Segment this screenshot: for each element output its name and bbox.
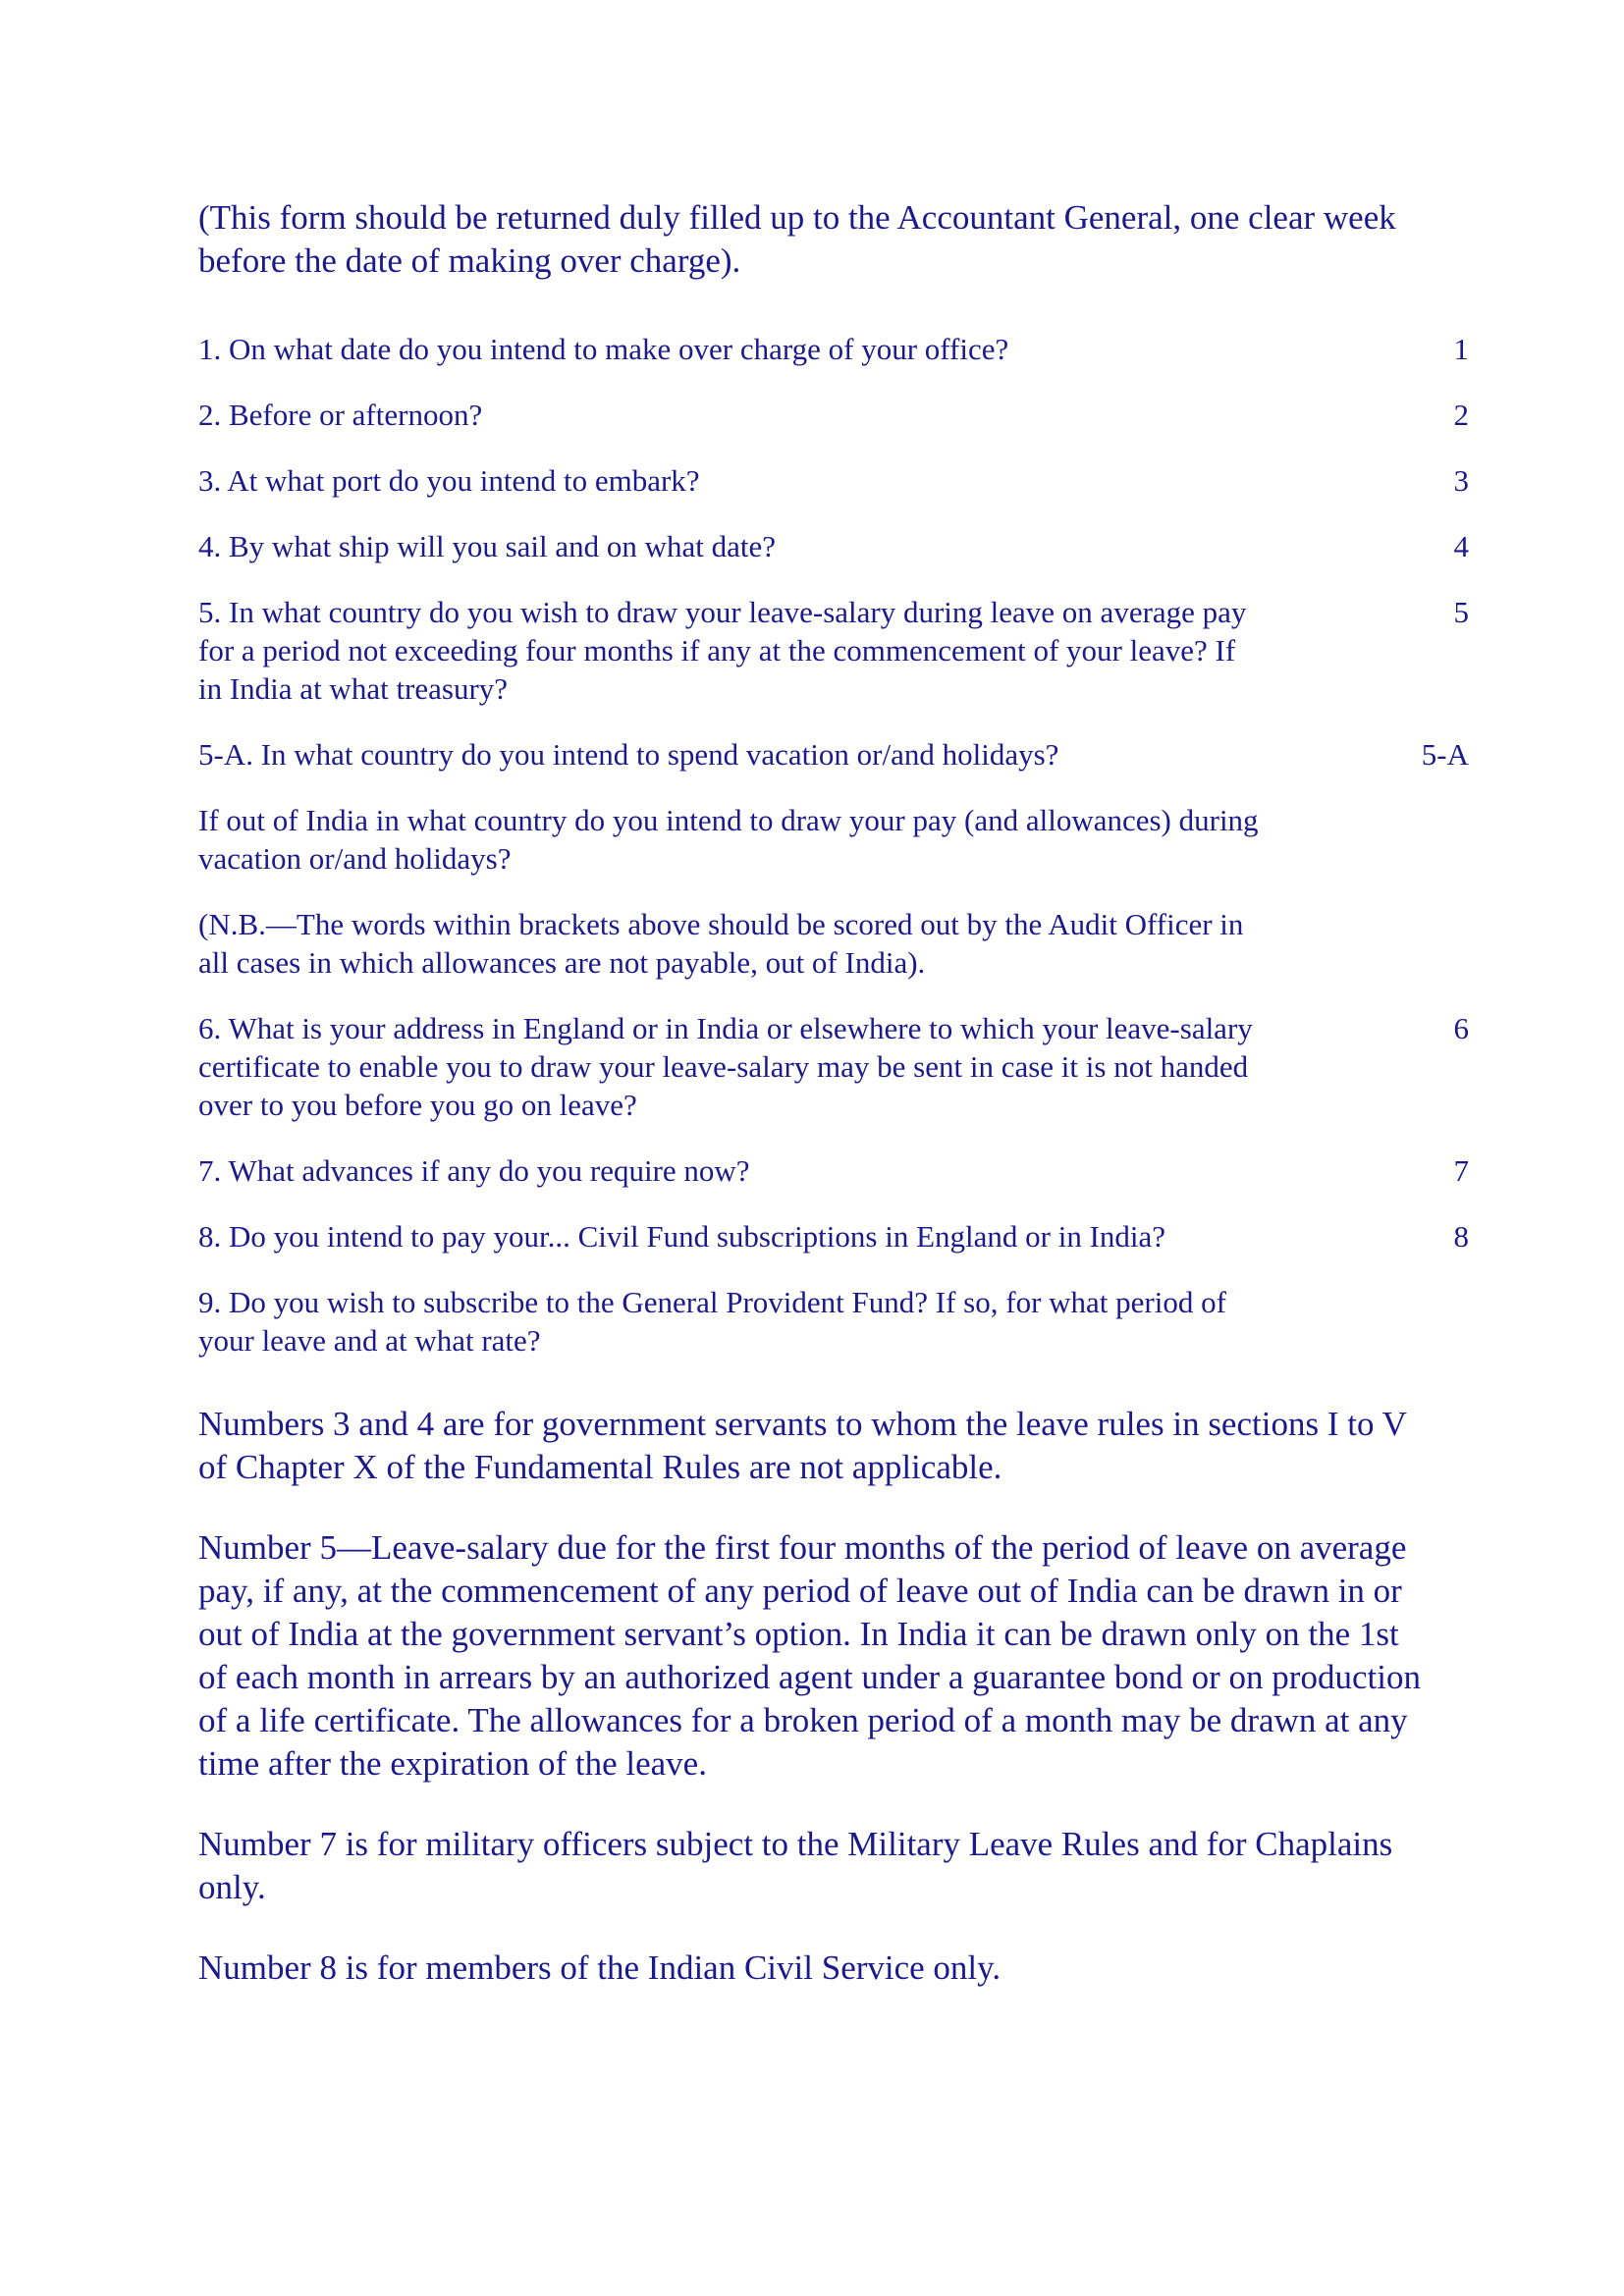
explanatory-notes [198, 1403, 1475, 1990]
question-text: 2. Before or afternoon? [198, 398, 483, 432]
question-row-5 [198, 593, 1475, 708]
question-row-1 [198, 330, 1475, 368]
question-text: 5. In what country do you wish to draw your leave-salary during leave on average pay for a period not exceeding four months if any at the commencement of your leave? If in India at what treasury? [198, 595, 1247, 706]
question-number: 7 [1453, 1153, 1469, 1188]
question-text: 6. What is your address in England or in India or elsewhere to which your leave-salary certificate to enable you to draw your leave-salary may be sent in case it is not handed over to you before you go on leave? [198, 1011, 1253, 1122]
question-row-4 [198, 527, 1475, 565]
question-text: 9. Do you wish to subscribe to the General Provident Fund? If so, for what period of your leave and at what rate? [198, 1285, 1226, 1358]
question-row-5a [198, 735, 1475, 774]
question-text: 3. At what port do you intend to embark? [198, 463, 700, 498]
note-number-7: Number 7 is for military officers subject to the Military Leave Rules and for Chaplains only. [198, 1825, 1393, 1906]
note-number-5: Number 5—Leave-salary due for the first four months of the period of leave on average pay, if any, at the commencement of any period of leave out of India can be drawn in or out of India at the government servant’s option. In India it can be drawn only on the 1st of each month in arrears by an authorized agent under a guarantee bond or on production of a life certificate. The allowances for a broken period of a month may be drawn at any time after the expiration of the leave. [198, 1528, 1421, 1783]
question-row-9 [198, 1283, 1475, 1360]
question-row-nb [198, 905, 1475, 982]
note-numbers-3-4: Numbers 3 and 4 are for government servants to whom the leave rules in sections I to V of Chapter X of the Fundamental Rules are not applicable. [198, 1405, 1407, 1486]
question-number: 3 [1453, 463, 1469, 498]
question-number: 5 [1453, 595, 1469, 629]
question-number: 1 [1453, 332, 1469, 366]
question-number: 5-A [1421, 737, 1469, 772]
question-row-5a-followup [198, 801, 1475, 878]
question-row-8 [198, 1217, 1475, 1255]
question-list [198, 330, 1475, 1360]
question-row-3 [198, 461, 1475, 500]
note-number-8: Number 8 is for members of the Indian Civil Service only. [198, 1949, 1001, 1987]
question-row-7 [198, 1151, 1475, 1190]
question-number: 8 [1453, 1219, 1469, 1254]
question-text: 5-A. In what country do you intend to spend vacation or/and holidays? [198, 737, 1059, 772]
question-text: 4. By what ship will you sail and on what date? [198, 529, 777, 563]
question-number: 4 [1453, 529, 1469, 563]
question-text: 1. On what date do you intend to make over charge of your office? [198, 332, 1009, 366]
document-page [198, 196, 1475, 2027]
question-number: 6 [1453, 1011, 1469, 1045]
form-instruction: (This form should be returned duly filled up to the Accountant General, one clear week before the date of making over charge). [198, 198, 1396, 280]
question-number: 2 [1453, 398, 1469, 432]
question-text: 7. What advances if any do you require now? [198, 1153, 750, 1188]
question-text: 8. Do you intend to pay your... Civil Fund subscriptions in England or in India? [198, 1219, 1166, 1254]
question-text: If out of India in what country do you intend to draw your pay (and allowances) during vacation or/and holidays? [198, 803, 1259, 876]
question-row-2 [198, 396, 1475, 434]
question-row-6 [198, 1009, 1475, 1124]
question-text: (N.B.—The words within brackets above should be scored out by the Audit Officer in all cases in which allowances are not payable, out of India). [198, 907, 1244, 980]
